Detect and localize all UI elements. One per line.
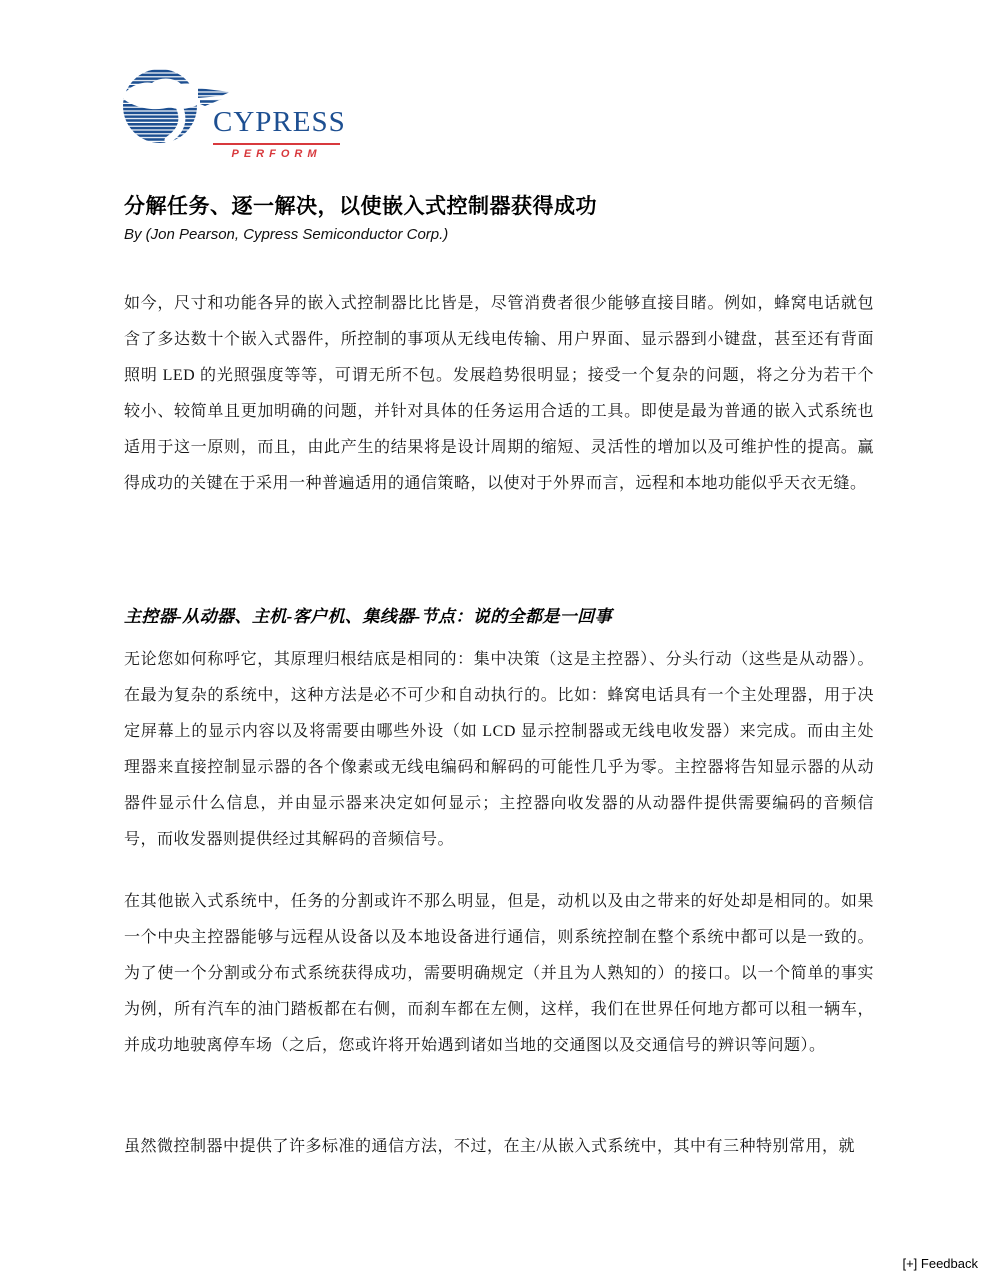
brand-wordmark: CYPRESS (213, 106, 346, 138)
section-paragraph-1: 无论您如何称呼它，其原理归根结底是相同的：集中决策（这是主控器）、分头行动（这些是从动器）。在最为复杂的系统中，这种方法是必不可少和自动执行的。比如：蜂窝电话具有一个主处理器，用于决定屏幕上的显示内容以及将需要由哪些外设（如 LCD 显示控制器或无线电收发器）来完成。而由主处理器来直接控制显示器的各个像素或无线电编码和解码的可能性几乎为零。主控器将告知显示器的从动器件显示什么信息，并由显示器来决定如何显示；主控器向收发器的从动器件提供需要编码的音频信号，而收发器则提供经过其解码的音频信号。 (124, 651, 874, 848)
article-byline: By (Jon Pearson, Cypress Semiconductor Corp.) (124, 226, 449, 243)
feedback-link[interactable]: [+] Feedback (902, 1256, 978, 1271)
section-paragraph-2: 在其他嵌入式系统中，任务的分割或许不那么明显，但是，动机以及由之带来的好处却是相同的。如果一个中央主控器能够与远程从设备以及本地设备进行通信，则系统控制在整个系统中都可以是一致的。为了使一个分割或分布式系统获得成功，需要明确规定（并且为人熟知的）的接口。以一个简单的事实为例，所有汽车的油门踏板都在右侧，而刹车都在左侧，这样，我们在世界任何地方都可以租一辆车，并成功地驶离停车场（之后，您或许将开始遇到诸如当地的交通图以及交通信号的辨识等问题）。 (124, 893, 874, 1054)
section-heading: 主控器-从动器、主机-客户机、集线器-节点：说的全都是一回事 (124, 607, 612, 626)
brand-rule (213, 143, 340, 145)
cypress-logo (118, 66, 358, 166)
article-title: 分解任务、逐一解决，以使嵌入式控制器获得成功 (124, 195, 597, 218)
section-paragraph-3: 虽然微控制器中提供了许多标准的通信方法，不过，在主/从嵌入式系统中，其中有三种特别常用，就 (124, 1138, 855, 1155)
intro-paragraph: 如今，尺寸和功能各异的嵌入式控制器比比皆是，尽管消费者很少能够直接目睹。例如，蜂窝电话就包含了多达数十个嵌入式器件，所控制的事项从无线电传输、用户界面、显示器到小键盘，甚至还有背面照明 LED 的光照强度等等，可谓无所不包。发展趋势很明显；接受一个复杂的问题，将之分为若干个较小、较简单且更加明确的问题，并针对具体的任务运用合适的工具。即使是最为普通的嵌入式系统也适用于这一原则，而且，由此产生的结果将是设计周期的缩短、灵活性的增加以及可维护性的提高。赢得成功的关键在于采用一种普遍适用的通信策略，以使对于外界而言，远程和本地功能似乎天衣无缝。 (124, 295, 874, 492)
brand-tagline: PERFORM (231, 148, 322, 160)
